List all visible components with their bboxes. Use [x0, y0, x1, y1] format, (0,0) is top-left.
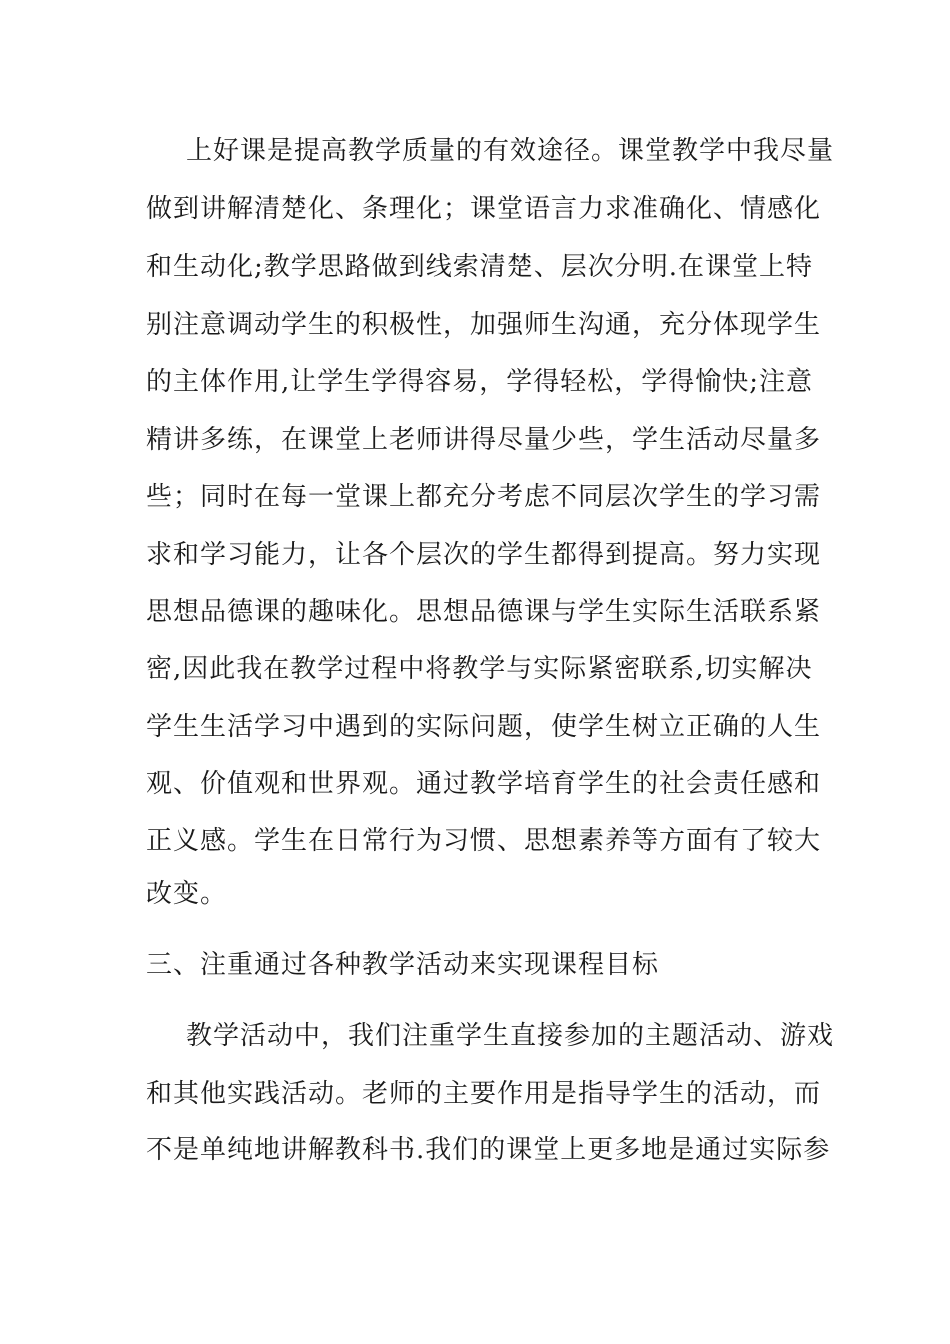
paragraph-line: 求和学习能力，让各个层次的学生都得到提高。努力实现 [146, 540, 822, 570]
paragraph-line: 思想品德课的趣味化。思想品德课与学生实际生活联系紧 [146, 597, 822, 627]
paragraph-line: 教学活动中，我们注重学生直接参加的主题活动、游戏 [186, 1021, 835, 1051]
paragraph-line: 改变。 [146, 879, 228, 909]
paragraph-line: 做到讲解清楚化、条理化；课堂语言力求准确化、情感化 [146, 194, 822, 224]
paragraph-line: 和其他实践活动。老师的主要作用是指导学生的活动，而 [146, 1079, 822, 1109]
paragraph-line: 些；同时在每一堂课上都充分考虑不同层次学生的学习需 [146, 482, 822, 512]
paragraph-line: 精讲多练，在课堂上老师讲得尽量少些，学生活动尽量多 [146, 425, 822, 455]
paragraph-line: 密,因此我在教学过程中将教学与实际紧密联系,切实解决 [146, 654, 813, 684]
paragraph-line: 和生动化;教学思路做到线索清楚、层次分明.在课堂上特 [146, 252, 814, 282]
paragraph-line: 的主体作用,让学生学得容易，学得轻松，学得愉快;注意 [146, 367, 814, 397]
paragraph-line: 上好课是提高教学质量的有效途径。课堂教学中我尽量 [186, 136, 835, 166]
paragraph-line: 观、价值观和世界观。通过教学培育学生的社会责任感和 [146, 769, 822, 799]
paragraph-line: 别注意调动学生的积极性，加强师生沟通，充分体现学生 [146, 310, 822, 340]
paragraph-line: 不是单纯地讲解教科书.我们的课堂上更多地是通过实际参 [146, 1135, 831, 1165]
paragraph-line: 学生生活学习中遇到的实际问题，使学生树立正确的人生 [146, 712, 822, 742]
paragraph-line: 正义感。学生在日常行为习惯、思想素养等方面有了较大 [146, 826, 822, 856]
section-heading: 三、注重通过各种教学活动来实现课程目标 [146, 950, 660, 980]
